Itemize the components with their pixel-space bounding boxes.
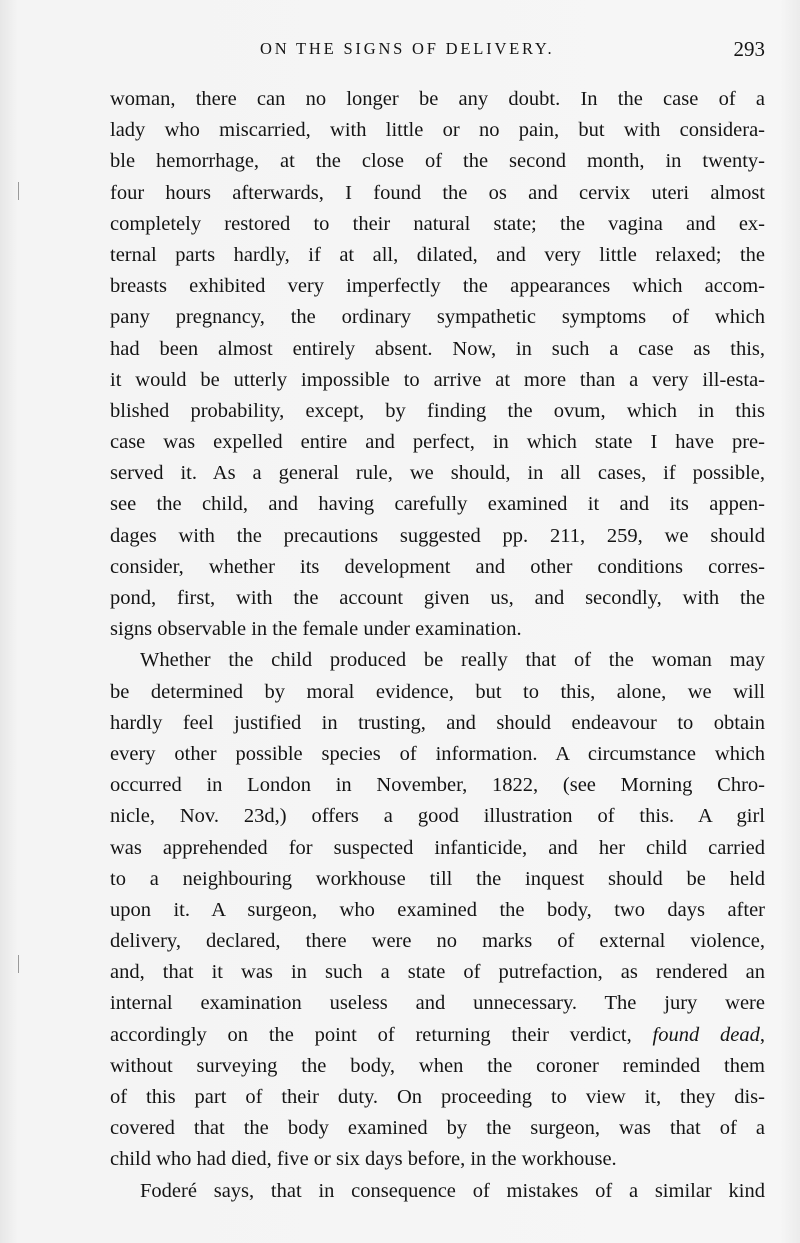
text-line: of this part of their duty. On proceeding to view it, they dis-: [110, 1086, 765, 1108]
text-line: and, that it was in such a state of putrefaction, as rendered an: [110, 961, 765, 984]
text-segment: ,: [759, 1023, 765, 1046]
text-line: every other possible species of information. A circumstance which: [110, 742, 765, 765]
paragraph-end-line: signs observable in the female under examination.: [110, 618, 522, 641]
text-line: dages with the precautions suggested pp. 211, 259, we should: [110, 524, 765, 547]
text-line: four hours afterwards, I found the os and cervix uteri almost: [110, 181, 765, 204]
text-line: occurred in London in November, 1822, (see Morning Chro-: [110, 774, 765, 797]
running-head: ON THE SIGNS OF DELIVERY.: [260, 39, 555, 58]
text-line: internal examination useless and unnecessary. The jury were: [110, 992, 765, 1015]
text-line: be determined by moral evidence, but to this, alone, we will: [110, 680, 765, 703]
scan-shadow-mark: [18, 182, 19, 200]
text-line: case was expelled entire and perfect, in which state I have pre-: [110, 431, 765, 454]
text-line: woman, there can no longer be any doubt. In the case of a: [110, 88, 765, 110]
text-line: served it. As a general rule, we should, in all cases, if possible,: [110, 462, 765, 485]
italic-phrase: found dead: [652, 1023, 760, 1046]
text-line: it would be utterly impossible to arrive at more than a very ill-esta-: [110, 368, 765, 391]
text-line: to a neighbouring workhouse till the inquest should be held: [110, 867, 765, 890]
scan-shadow-mark: [18, 955, 19, 973]
body-text: [110, 84, 765, 1207]
text-line-with-italic: [110, 1020, 765, 1051]
text-line: pond, first, with the account given us, and secondly, with the: [110, 587, 765, 609]
text-line: ble hemorrhage, at the close of the second month, in twenty-: [110, 150, 765, 173]
text-line: had been almost entirely absent. Now, in such a case as this,: [110, 337, 765, 360]
text-line: ternal parts hardly, if at all, dilated, and very little relaxed; the: [110, 243, 765, 266]
text-line: completely restored to their natural state; the vagina and ex-: [110, 212, 765, 235]
text-segment: accordingly on the point of returning their verdict,: [110, 1023, 653, 1046]
text-line: hardly feel justified in trusting, and should endeavour to obtain: [110, 711, 765, 734]
page-header: [110, 33, 765, 65]
paragraph-end-line: child who had died, five or six days before, in the workhouse.: [110, 1148, 617, 1171]
text-line: nicle, Nov. 23d,) offers a good illustration of this. A girl: [110, 805, 765, 828]
paragraph-start-line: Foderé says, that in consequence of mistakes of a similar kind: [140, 1179, 765, 1202]
text-line: breasts exhibited very imperfectly the appearances which accom-: [110, 275, 765, 298]
text-line: covered that the body examined by the surgeon, was that of a: [110, 1117, 765, 1140]
text-line: was apprehended for suspected infanticide, and her child carried: [110, 836, 765, 859]
text-line: delivery, declared, there were no marks of external violence,: [110, 930, 765, 953]
text-line: lady who miscarried, with little or no pain, but with considera-: [110, 119, 765, 142]
text-line: without surveying the body, when the coroner reminded them: [110, 1054, 765, 1077]
text-line: pany pregnancy, the ordinary sympathetic symptoms of which: [110, 306, 765, 329]
text-line: see the child, and having carefully examined it and its appen-: [110, 493, 765, 516]
text-line: consider, whether its development and other conditions corres-: [110, 555, 765, 578]
text-line: blished probability, except, by finding the ovum, which in this: [110, 399, 765, 422]
paragraph-start-line: Whether the child produced be really that of the woman may: [140, 649, 765, 672]
text-line: upon it. A surgeon, who examined the body, two days after: [110, 898, 765, 921]
page-number: 293: [733, 37, 765, 61]
